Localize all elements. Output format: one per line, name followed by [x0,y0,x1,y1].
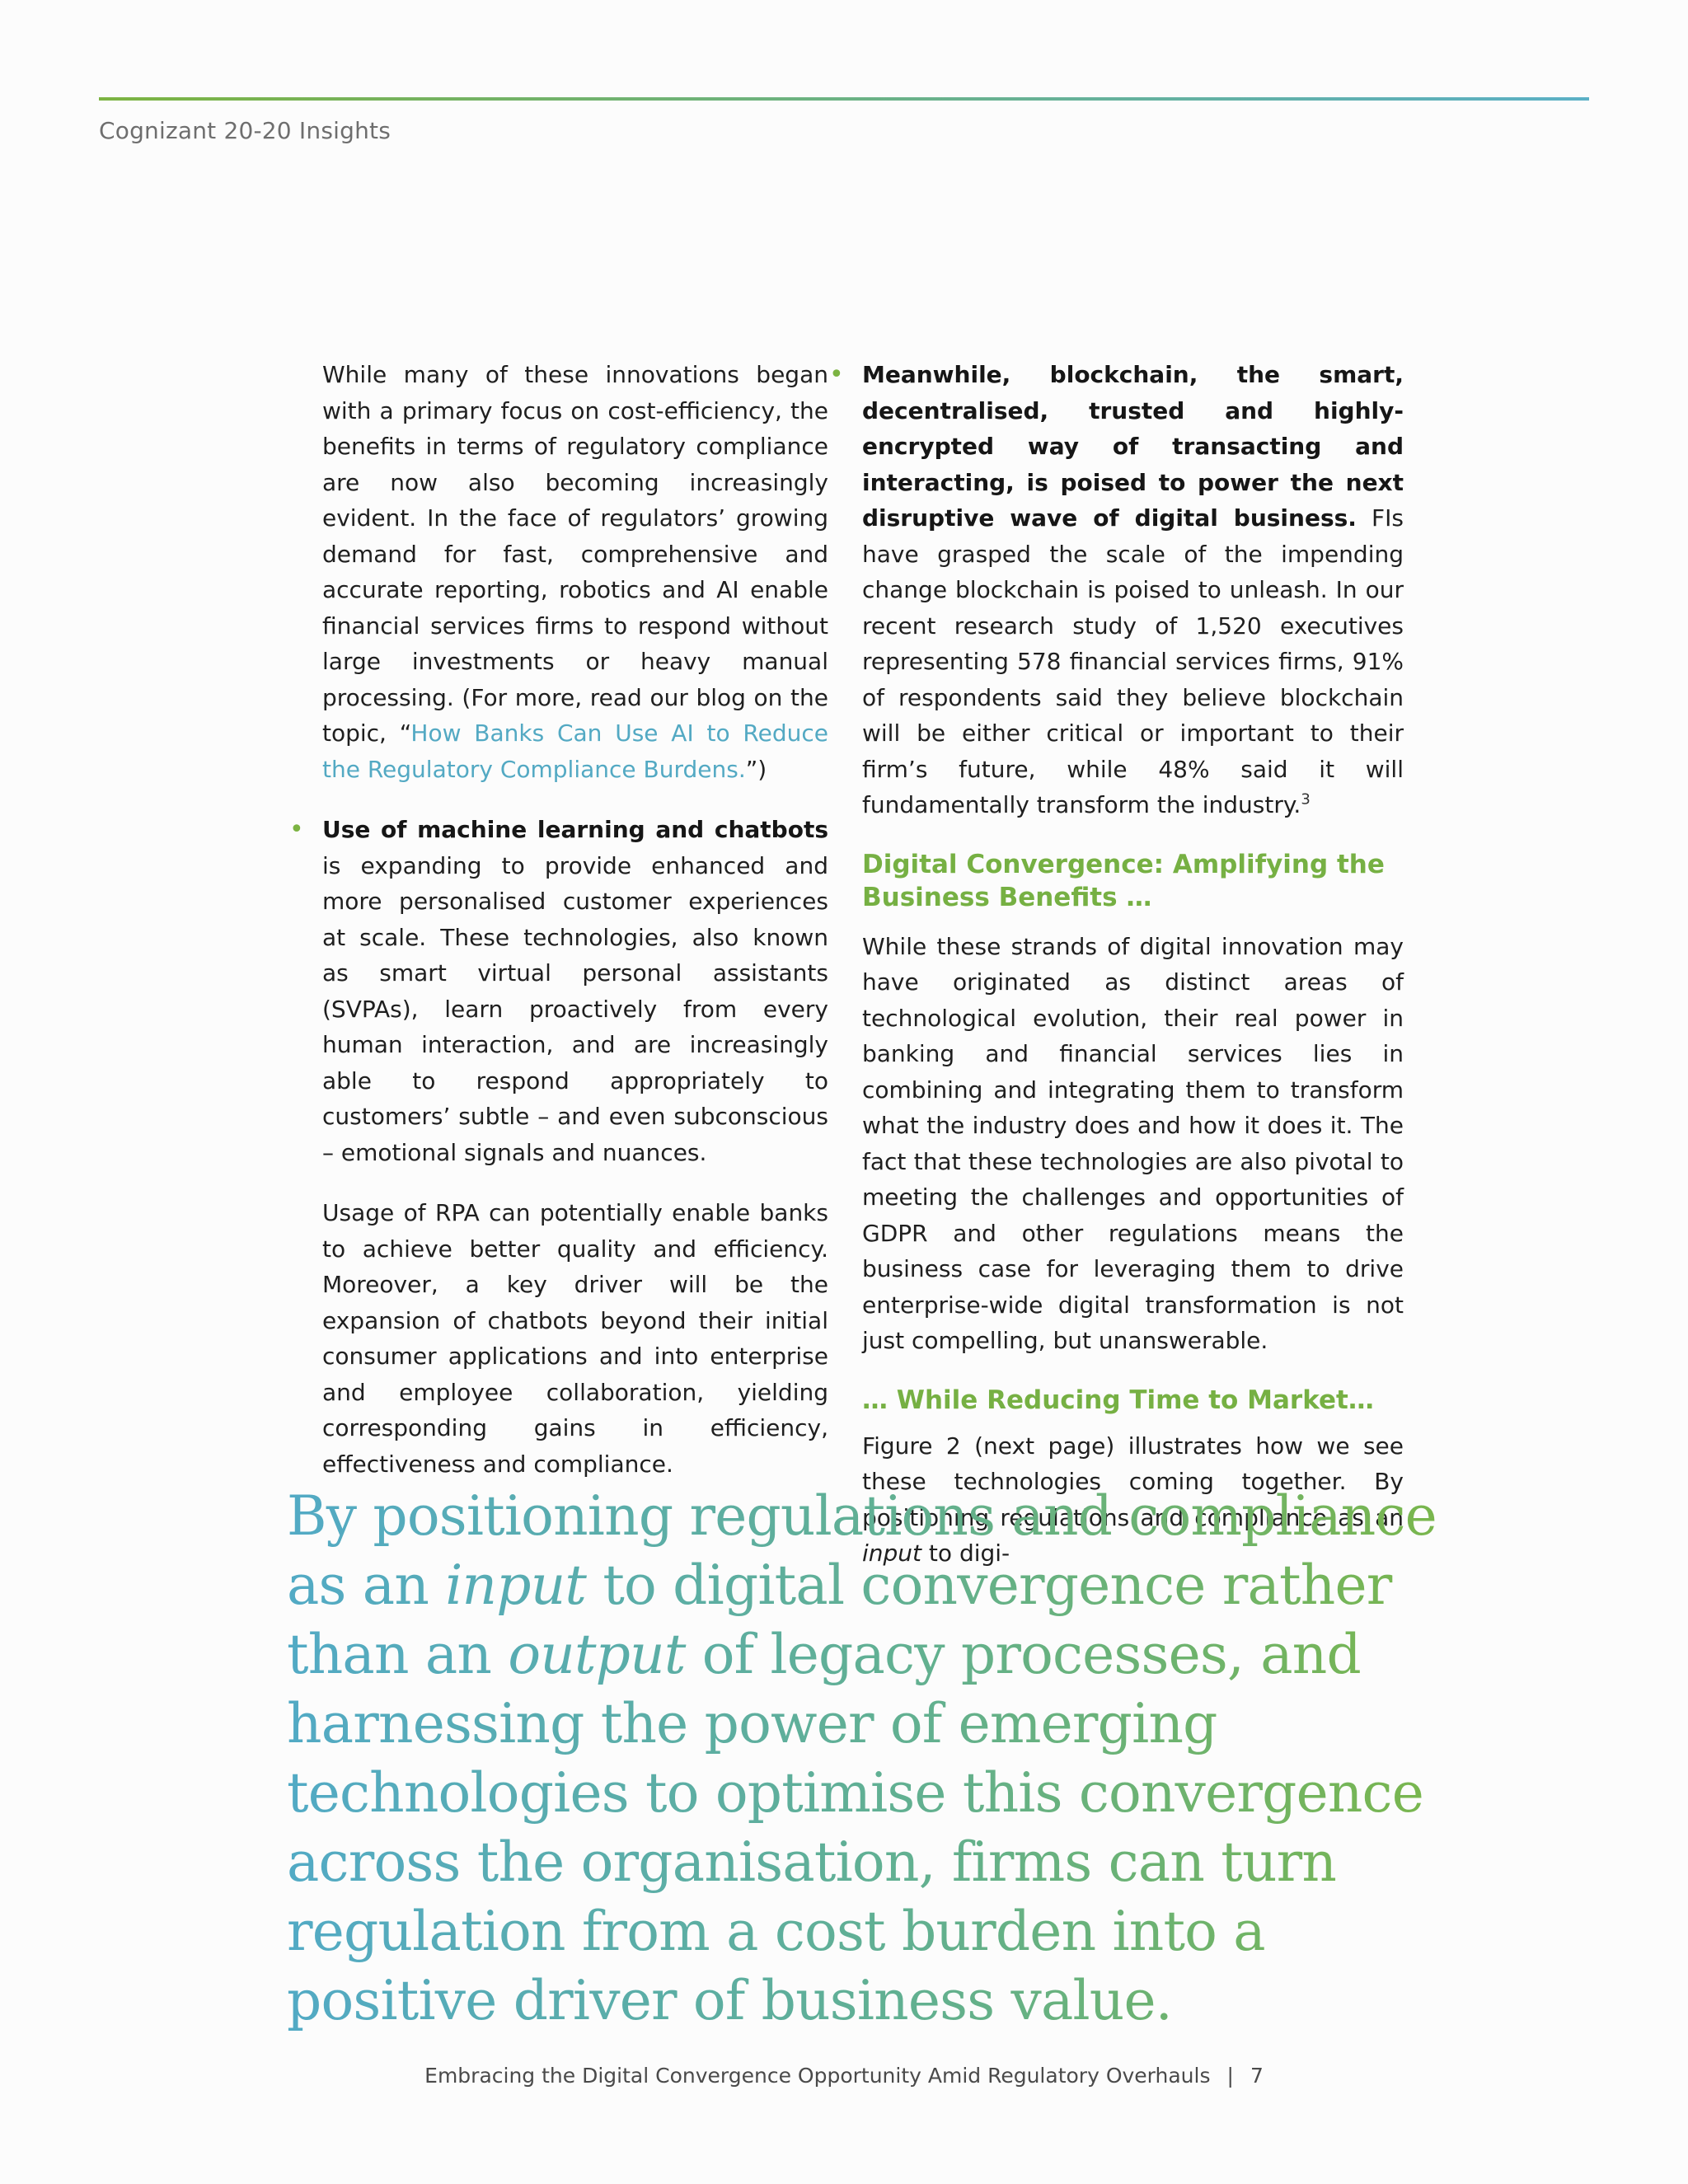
subhead-time-to-market: … While Reducing Time to Market… [862,1385,1374,1415]
bullet-dot-icon: • [829,360,844,389]
bullet-machine-learning: • Use of machine learning and chatbots is expanding to provide enhanced and more personalised customer experiences at scale. These technologies, also known as smart virtual personal assistants (SVPAs), learn proactively from every human interaction, and are increasingly able to respond appropriately to customers’ subtle – and even subconscious – emotional signals and nuances. [322,812,828,1170]
intro-paragraph: While many of these innovations began with a primary focus on cost-efficiency, the benefits in terms of regulatory compliance are now also becoming increasingly evident. In the face of regulators’ growing demand for fast, comprehensive and accurate reporting, robotics and AI enable financial services firms to respond without large investments or heavy manual processing. (For more, read our blog on the topic, “How Banks Can Use AI to Reduce the Regulatory Compliance Burdens.”) [322,361,828,783]
figure-paragraph: Figure 2 (next page) illustrates how we see [862,1432,1404,1460]
left-column [289,357,828,1482]
bullet-blockchain: • Meanwhile, blockchain, the smart, decentralised, trusted and highly-encrypted way of transacting and interacting, is poised to power the next disruptive wave of digital business. FIs have grasped the scale of the impending change blockchain is poised to unleash. In our recent research study of 1,520 executives representing 578 financial services firms, 91% of respondents said they believe blockchain will be either critical or important to their firm’s future, while 48% said it will fundamentally transform the industry.$^3$ [862,357,1404,823]
page-number: 7 [1250,2064,1264,2088]
rpa-paragraph: Usage of RPA can potentially enable banks to achieve better quality and efficiency. Moreover, a key driver will be the expansion of chatbots beyond their initial consumer applications and into enterprise and employee collaboration, yielding corresponding gains in efficiency, effectiveness and compliance. [322,1199,828,1478]
right-column [829,357,1404,1572]
header-rule [99,97,1589,101]
page-footer [0,2064,1688,2088]
bullet-dot-icon: • [289,815,304,844]
blog-link[interactable]: How Banks Can Use AI to Reduce the Regulatory Compliance Burdens. [322,719,828,783]
subhead-digital-convergence: Digital Convergence: Amplifying the Business Benefits … [862,849,1385,912]
footnote-marker: 3 [1301,790,1311,808]
pull-quote: By positioning regulations and compliance as an input to digital convergence rather than an output of legacy processes, and harnessing the power of emerging technologies to optimise this convergence across the organisation, firms can turn regulation from a cost burden into a positive driver of business value. [287,1482,1457,2036]
footer-separator: | [1226,2064,1234,2088]
brand-title: Cognizant 20-20 Insights [99,117,391,144]
convergence-paragraph: While these strands of digital innovation may have originated as distinct areas of technological evolution, their real power in banking and financial services lies in combining and integrating them to transform what the industry does and how it does it. The fact that these technologies are also pivotal to meeting the challenges and opportunities of GDPR and other regulations means the business case for leveraging them to drive enterprise-wide digital transformation is not just compelling, but unanswerable. [862,932,1404,1354]
footer-title: Embracing the Digital Convergence Opportunity Amid Regulatory Overhauls [424,2064,1211,2088]
